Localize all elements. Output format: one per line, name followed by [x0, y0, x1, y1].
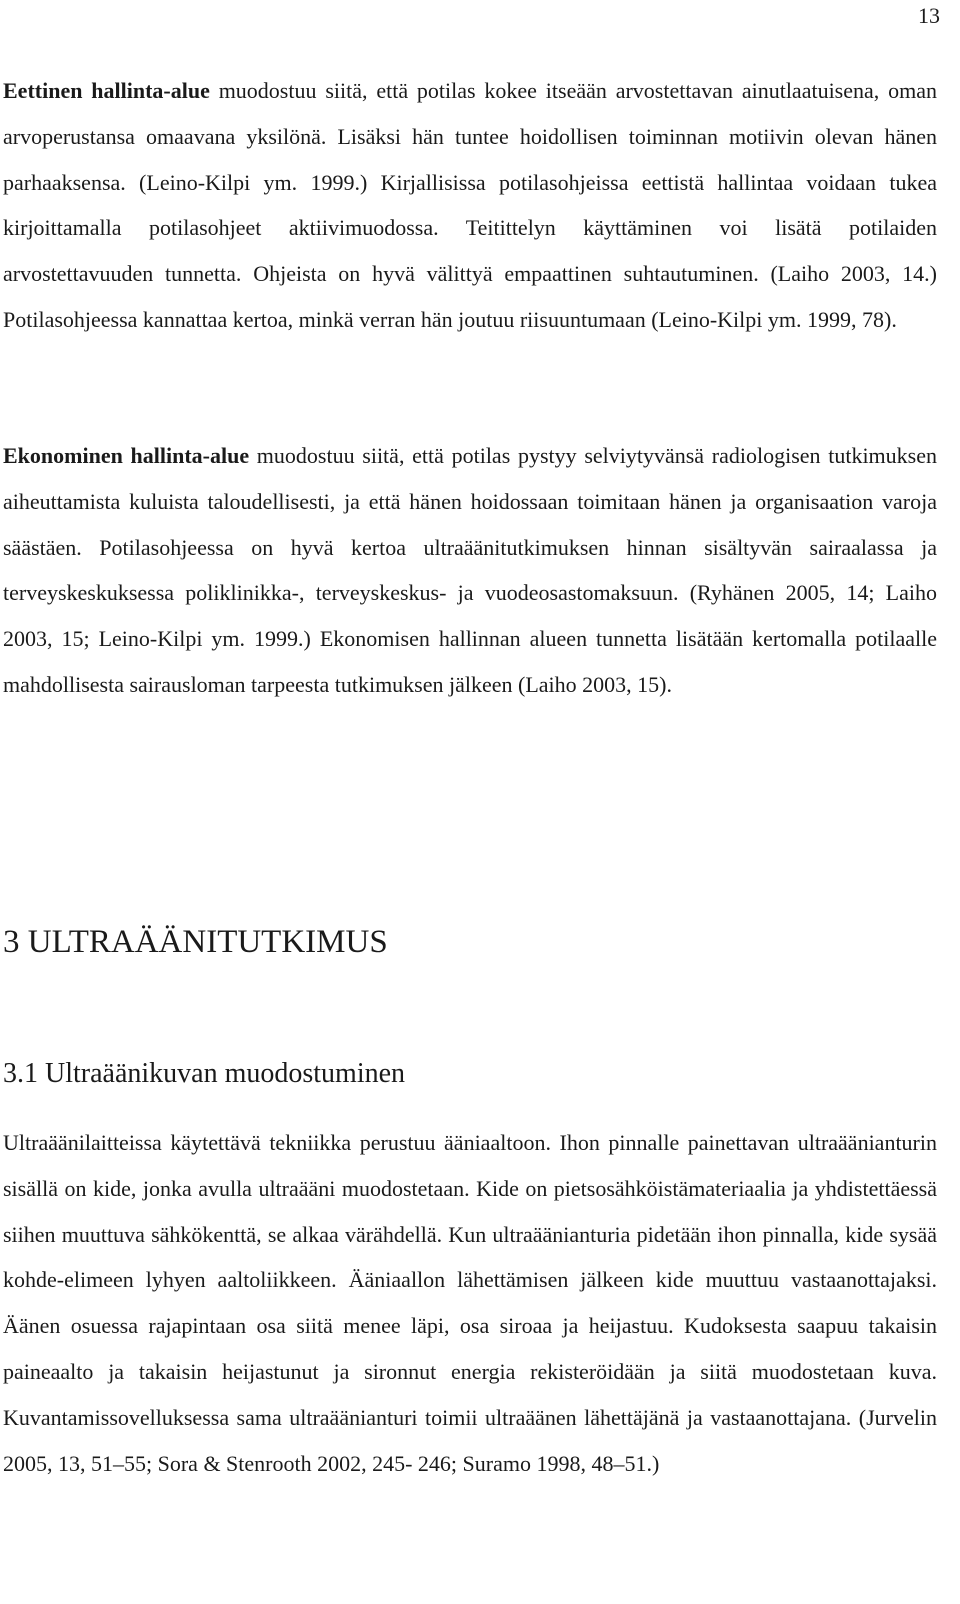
paragraph-ethical-domain [3, 68, 937, 343]
paragraph-economic-text: muodostuu siitä, että potilas pystyy selviytyvänsä radiologisen tutkimuksen aiheuttamista kuluista taloudellisesti, ja että hänen hoidossaan toimitaan hänen ja organisaation varoja säästäen. Potilasohjeessa on hyvä kertoa ultraäänitutkimuksen hinnan sisältyvän sairaalassa ja terveyskeskuksessa poliklinikka-, terveyskeskus- ja vuodeosastomaksuun. (Ryhänen 2005, 14; Laiho 2003, 15; Leino-Kilpi ym. 1999.) Ekonomisen hallinnan alueen tunnetta lisätään kertomalla potilaalle mahdollisesta sairausloman tarpeesta tutkimuksen jälkeen (Laiho 2003, 15). [3, 443, 938, 697]
term-economic: Ekonominen hallinta-alue [3, 443, 250, 468]
section-heading: 3.1 Ultraäänikuvan muodostuminen [3, 1058, 406, 1089]
paragraph-ethical-text: muodostuu siitä, että potilas kokee itseään arvostettavan ainutlaatuisena, oman arvoperustansa omaavana yksilönä. Lisäksi hän tuntee hoidollisen toiminnan motiivin olevan hänen parhaaksensa. (Leino-Kilpi ym. 1999.) Kirjallisissa potilasohjeissa eettistä hallintaa voidaan tukea kirjoittamalla potilasohjeet aktiivimuodossa. Teitittelyn käyttäminen voi lisätä potilaiden arvostettavuuden tunnetta. Ohjeista on hyvä välittyä empaattinen suhtautuminen. (Laiho 2003, 14.) Potilasohjeessa kannattaa kertoa, minkä verran hän joutuu riisuuntumaan (Leino-Kilpi ym. 1999, 78). [3, 78, 937, 332]
paragraph-ultrasound: Ultraäänilaitteissa käytettävä tekniikka perustuu ääniaaltoon. Ihon pinnalle painettavan ultraäänianturin sisällä on kide, jonka avulla ultraääni muodostetaan. Kide on pietsosähköistämateriaalia ja yhdistettäessä siihen muuttuva sähkökenttä, se alkaa värähdellä. Kun ultraäänianturia pidetään ihon pinnalla, kide sysää kohde-elimeen lyhyen aaltoliikkeen. Ääniaallon lähettämisen jälkeen kide muuttuu vastaanottajaksi. Äänen osuessa rajapintaan osa siitä menee läpi, osa siroaa ja heijastuu. Kudoksesta saapuu takaisin paineaalto ja takaisin heijastunut ja sironnut energia rekisteröidään ja siitä muodostetaan kuva. Kuvantamissovelluksessa sama ultraäänianturi toimii ultraäänen lähettäjänä ja vastaanottajana. (Jurvelin 2005, 13, 51–55; Sora & Stenrooth 2002, 245- 246; Suramo 1998, 48–51.) [3, 1130, 937, 1476]
paragraph-economic-domain [3, 433, 937, 708]
page-number: 13 [918, 3, 940, 28]
chapter-heading: 3 ULTRAÄÄNITUTKIMUS [3, 924, 388, 960]
term-ethical: Eettinen hallinta-alue [3, 78, 210, 103]
